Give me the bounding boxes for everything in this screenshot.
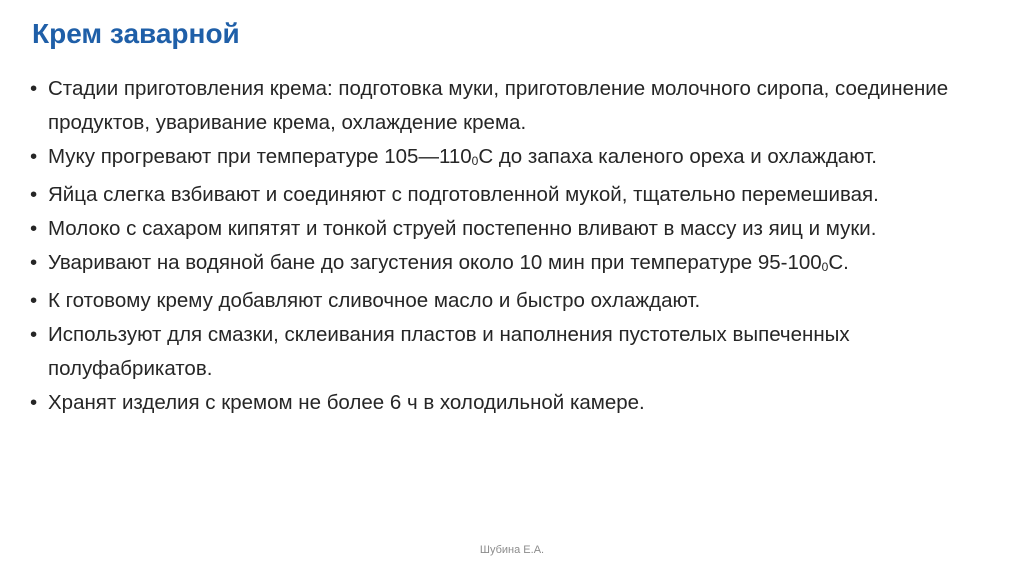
bullet-marker: • (30, 391, 38, 414)
bullet-marker: • (30, 251, 38, 274)
bullet-text: Яйца слегка взбивают и соединяют с подготовленной мукой, тщательно перемешивая. (48, 183, 879, 206)
bullet-marker: • (30, 323, 38, 346)
bullet-item (30, 246, 1005, 284)
bullet-marker: • (30, 183, 38, 206)
bullet-item (30, 212, 1005, 246)
bullet-item (30, 140, 1005, 178)
slide-title: Крем заварной (32, 18, 240, 49)
degree-subscript: 0 (821, 260, 829, 274)
bullet-text: Хранят изделия с кремом не более 6 ч в холодильной камере. (48, 391, 645, 414)
bullet-item (30, 284, 1005, 318)
degree-subscript: 0 (471, 154, 479, 168)
bullet-text: С. (828, 251, 849, 274)
bullet-text: Используют для смазки, склеивания пластов и наполнения пустотелых выпеченных полуфабрикатов. (48, 323, 850, 380)
bullet-marker: • (30, 77, 38, 100)
bullet-item (30, 318, 1005, 386)
bullet-text: С до запаха каленого ореха и охлаждают. (478, 145, 877, 168)
bullet-text: Стадии приготовления крема: подготовка муки, приготовление молочного сиропа, соединение продуктов, уваривание крема, охлаждение крема. (48, 77, 949, 134)
bullet-item (30, 386, 1005, 420)
bullet-marker: • (30, 145, 38, 168)
bullet-marker: • (30, 289, 38, 312)
bullet-item (30, 178, 1005, 212)
bullet-text: Молоко с сахаром кипятят и тонкой струей постепенно вливают в массу из яиц и муки. (48, 217, 877, 240)
bullet-marker: • (30, 217, 38, 240)
bullet-text: Муку прогревают при температуре 105—110 (48, 145, 472, 168)
bullet-text: Уваривают на водяной бане до загустения около 10 мин при температуре 95-100 (48, 251, 822, 274)
bullet-text: К готовому крему добавляют сливочное масло и быстро охлаждают. (48, 289, 701, 312)
bullet-item (30, 72, 1005, 140)
bullet-list (30, 72, 1005, 420)
footer-author: Шубина Е.А. (479, 544, 545, 556)
